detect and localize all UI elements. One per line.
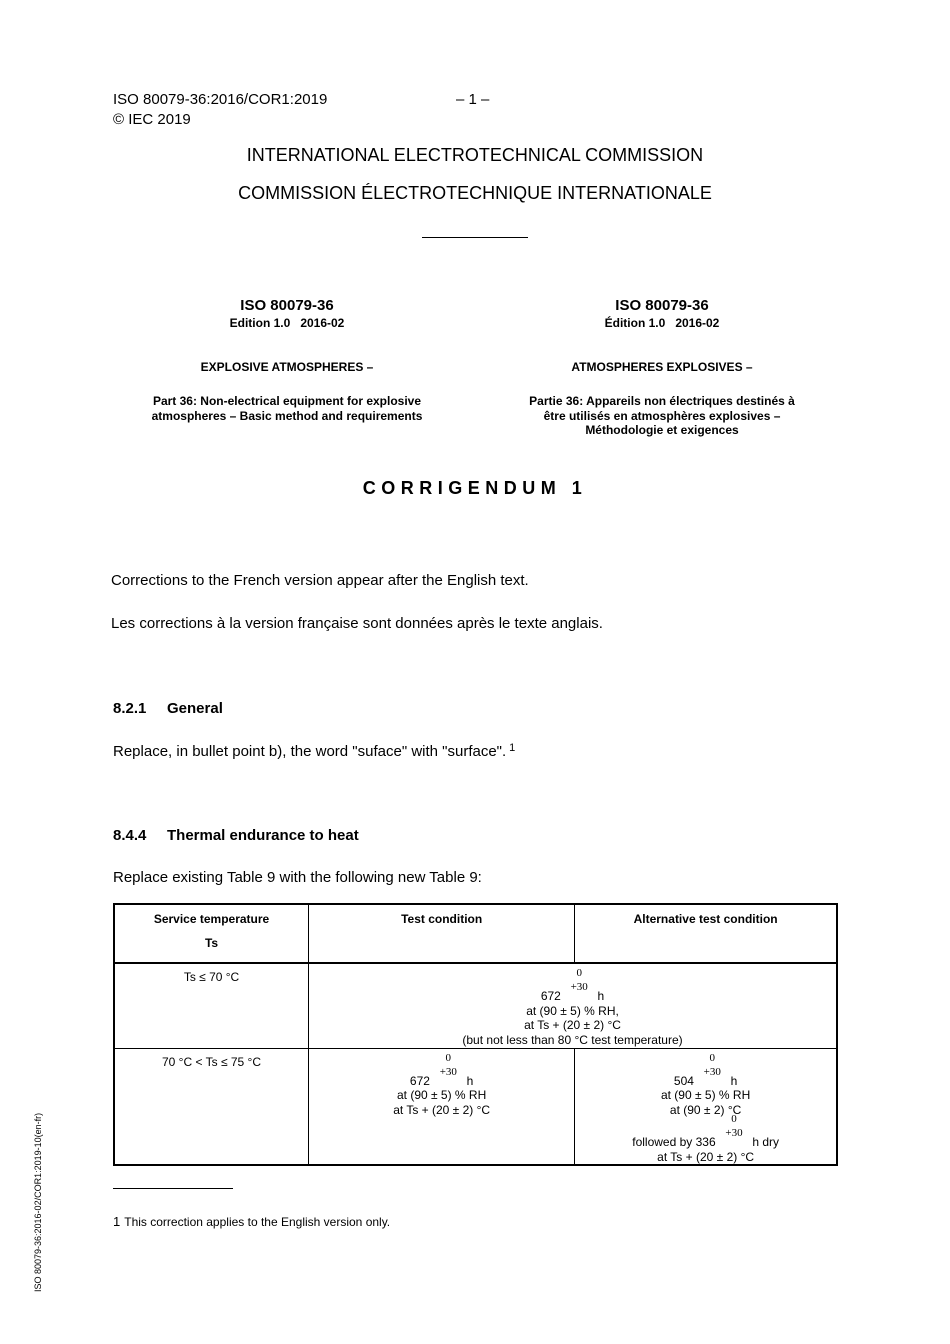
condition-line: at (90 ± 5) % RH, (526, 1003, 619, 1018)
header-test-condition: Test condition (309, 904, 575, 963)
french-part-line: être utilisés en atmosphères explosives – (543, 408, 781, 423)
french-standard: ISO 80079-36 (615, 297, 709, 314)
tolerance (719, 1113, 749, 1146)
condition-line: at Ts + (20 ± 2) °C (524, 1018, 621, 1032)
document-id: ISO 80079-36:2016/COR1:2019 (113, 91, 328, 108)
value-line (309, 1051, 574, 1089)
condition-line: at Ts + (20 ± 2) °C (657, 1149, 755, 1164)
section-heading-thermal (113, 827, 359, 844)
tolerance (697, 1051, 727, 1085)
intro-english: Corrections to the French version appear after the English text. (111, 572, 529, 589)
section-number: 8.4.4 (113, 827, 147, 844)
table-9 (113, 903, 838, 1166)
header-text: Ts (204, 936, 219, 950)
condition-line: at (90 ± 2) °C (669, 1102, 742, 1117)
followed-by-text: followed by 336 (632, 1135, 716, 1149)
french-part-line: Partie 36: Appareils non électriques destinés à (529, 394, 795, 408)
title-divider (422, 237, 528, 238)
english-part-line: Part 36: Non-electrical equipment for explosive (152, 394, 422, 408)
condition-line: (but not less than 80 °C test temperature) (462, 1032, 683, 1047)
french-column (492, 297, 832, 438)
french-title: ATMOSPHERES EXPLOSIVES – (571, 360, 753, 374)
tolerance-lower: 0 (576, 967, 582, 979)
french-part-line: Méthodologie et exigences (585, 423, 739, 437)
page-number: – 1 – (456, 91, 490, 108)
alt-value: 504 (673, 1073, 694, 1088)
copyright: © IEC 2019 (113, 111, 191, 128)
section-title: Thermal endurance to heat (167, 827, 359, 844)
section-text: Replace, in bullet point b), the word "suface" with "surface". (113, 743, 507, 760)
footnote-mark: 1 (113, 1214, 121, 1229)
footnote-reference[interactable]: 1 (509, 742, 516, 754)
tolerance-lower: 0 (445, 1051, 452, 1064)
cell-test-condition (309, 963, 837, 1048)
english-part-line: atmospheres – Basic method and requirements (151, 408, 423, 423)
section-general-text (113, 742, 515, 760)
tolerance (433, 1051, 463, 1085)
cell-test-condition (309, 1048, 575, 1165)
header-text: Service temperature (153, 912, 270, 926)
footnote-divider (113, 1188, 233, 1189)
test-value: 672 (540, 989, 561, 1003)
tolerance-upper: +30 (570, 981, 588, 993)
unit: h (597, 989, 605, 1003)
table-row (114, 1048, 837, 1165)
english-standard: ISO 80079-36 (240, 297, 334, 314)
condition-line: at Ts + (20 ± 2) °C (393, 1102, 491, 1117)
condition-line: at (90 ± 5) % RH (396, 1088, 487, 1102)
org-name-french: COMMISSION ÉLECTROTECHNIQUE INTERNATIONALE (238, 183, 712, 203)
cell-alternative-test-condition (575, 1048, 837, 1165)
value-line (575, 1051, 836, 1089)
corrigendum-title: CORRIGENDUM 1 (362, 478, 588, 498)
header-alternative-test-condition: Alternative test condition (575, 904, 837, 963)
footnote (113, 1214, 390, 1229)
value-line (575, 1113, 836, 1150)
intro-french: Les corrections à la version française sont données après le texte anglais. (111, 615, 603, 632)
org-name-english: INTERNATIONAL ELECTROTECHNICAL COMMISSION (246, 145, 704, 165)
cell-service-temperature: 70 °C < Ts ≤ 75 °C (114, 1048, 309, 1165)
side-document-identifier: ISO 80079-36:2016-02/COR1:2019-10(en-fr) (33, 1112, 43, 1292)
section-number: 8.2.1 (113, 700, 147, 717)
table-header-row (114, 904, 837, 963)
english-edition: Edition 1.0 2016-02 (229, 316, 345, 330)
english-column (117, 297, 457, 423)
english-part (117, 394, 457, 423)
value-line (309, 967, 836, 1004)
footnote-text: This correction applies to the English version only. (124, 1215, 391, 1229)
unit: h (730, 1073, 738, 1088)
condition-line: at (90 ± 5) % RH (660, 1088, 751, 1102)
tolerance-upper: +30 (725, 1127, 743, 1139)
unit: h dry (752, 1135, 779, 1149)
tolerance-upper: +30 (703, 1065, 721, 1078)
table-row (114, 963, 837, 1048)
unit: h (466, 1073, 474, 1088)
test-value: 672 (409, 1073, 430, 1088)
tolerance-upper: +30 (439, 1065, 457, 1078)
cell-service-temperature: Ts ≤ 70 °C (114, 963, 309, 1048)
french-part (492, 394, 832, 438)
header-service-temperature (114, 904, 309, 963)
french-edition: Édition 1.0 2016-02 (604, 316, 720, 330)
tolerance-lower: 0 (731, 1113, 737, 1125)
section-title: General (167, 700, 223, 717)
tolerance-lower: 0 (709, 1051, 716, 1064)
section-heading-general (113, 700, 223, 717)
english-title: EXPLOSIVE ATMOSPHERES – (200, 360, 374, 374)
section-thermal-text: Replace existing Table 9 with the following new Table 9: (113, 869, 482, 886)
tolerance (564, 967, 594, 1000)
